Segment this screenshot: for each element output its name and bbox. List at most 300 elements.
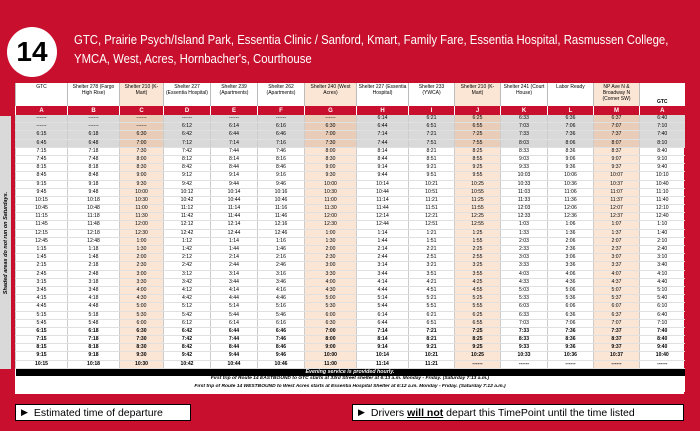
route-description: GTC, Prairie Psych/Island Park, Essentia Clinic / Sanford, Kmart, Family Fare, Essentia Hospital, Rasmussen College, YMCA, West, Acres, Hornbacher's, Courthouse — [74, 32, 669, 66]
time-cell: 9:25 — [455, 164, 501, 172]
time-cell: 6:55 — [455, 319, 501, 327]
time-cell: 8:18 — [68, 164, 120, 172]
time-cell: ------ — [640, 360, 685, 368]
time-cell: 6:55 — [455, 123, 501, 131]
time-cell: 10:30 — [120, 196, 164, 204]
table-row — [16, 352, 685, 360]
time-cell: 3:46 — [258, 278, 305, 286]
time-cell: 3:16 — [258, 270, 305, 278]
time-cell: 1:44 — [211, 246, 258, 254]
column-header: GTC — [16, 83, 68, 106]
time-cell: 2:51 — [409, 254, 455, 262]
time-cell: 9:48 — [68, 188, 120, 196]
saturday-note: Shaded areas do not run on Saturdays. — [2, 191, 9, 294]
time-cell: 9:45 — [16, 188, 68, 196]
table-row — [16, 327, 685, 335]
time-cell: 7:14 — [211, 139, 258, 147]
time-cell: 2:15 — [16, 262, 68, 270]
time-cell: 11:45 — [16, 221, 68, 229]
time-cell: 2:07 — [594, 237, 640, 245]
time-cell: 8:44 — [357, 155, 409, 163]
time-cell: 7:15 — [16, 336, 68, 344]
time-cell: 10:12 — [164, 188, 211, 196]
time-cell: 9:51 — [409, 172, 455, 180]
time-cell: 1:40 — [640, 229, 685, 237]
time-cell: 3:42 — [164, 278, 211, 286]
time-cell: 10:40 — [640, 352, 685, 360]
time-cell: 3:10 — [640, 254, 685, 262]
time-cell: 4:36 — [548, 278, 594, 286]
time-cell: 10:14 — [211, 188, 258, 196]
time-cell: 5:10 — [640, 286, 685, 294]
time-cell: 10:21 — [409, 352, 455, 360]
time-cell: ------ — [258, 115, 305, 123]
time-cell: 4:14 — [211, 286, 258, 294]
time-cell: 1:36 — [548, 229, 594, 237]
time-cell: 9:30 — [305, 172, 357, 180]
time-cell: 4:55 — [455, 286, 501, 294]
footnote: First trip of Route 14 EASTBOUND to GTC starts at 33rd Street shelter at 6:13 a.m. Monday - Friday. (Saturday 7:13 a.m.) — [16, 376, 685, 384]
time-cell: 9:44 — [357, 172, 409, 180]
time-cell: 7:21 — [409, 131, 455, 139]
time-cell: 6:51 — [409, 319, 455, 327]
time-cell: 1:48 — [68, 254, 120, 262]
time-cell: 4:12 — [164, 286, 211, 294]
time-cell: 12:36 — [548, 213, 594, 221]
time-cell: 12:44 — [211, 229, 258, 237]
time-cell: 1:44 — [357, 237, 409, 245]
time-cell: 7:42 — [164, 147, 211, 155]
time-cell: 8:03 — [501, 139, 548, 147]
time-cell: 10:21 — [409, 180, 455, 188]
time-cell: 4:30 — [120, 295, 164, 303]
table-row — [16, 172, 685, 180]
time-cell: 7:07 — [594, 319, 640, 327]
time-cell: 12:42 — [164, 229, 211, 237]
time-cell: 11:37 — [594, 196, 640, 204]
time-cell: 1:37 — [594, 229, 640, 237]
time-cell: 10:07 — [594, 172, 640, 180]
time-cell: 6:14 — [211, 123, 258, 131]
time-cell: 9:06 — [548, 155, 594, 163]
table-row — [16, 147, 685, 155]
time-cell: 12:45 — [16, 237, 68, 245]
time-cell: 9:30 — [120, 352, 164, 360]
time-cell: 3:07 — [594, 254, 640, 262]
time-cell: 1:46 — [258, 246, 305, 254]
time-cell: 12:30 — [120, 229, 164, 237]
time-cell: 8:36 — [548, 336, 594, 344]
time-cell: 2:40 — [640, 246, 685, 254]
time-cell: 9:14 — [211, 172, 258, 180]
time-cell: 9:07 — [594, 155, 640, 163]
time-cell: 10:42 — [164, 360, 211, 368]
time-cell: 6:37 — [594, 311, 640, 319]
time-cell: 2:18 — [68, 262, 120, 270]
time-cell: 5:15 — [16, 311, 68, 319]
time-cell: 8:44 — [211, 164, 258, 172]
time-cell: 11:14 — [357, 360, 409, 368]
time-cell: ------ — [68, 115, 120, 123]
time-cell: ------ — [68, 123, 120, 131]
time-cell: ------ — [164, 115, 211, 123]
time-cell: 7:16 — [258, 139, 305, 147]
timepoint-code: A — [640, 106, 685, 115]
time-cell: 4:07 — [594, 270, 640, 278]
time-cell: 11:30 — [120, 213, 164, 221]
time-cell: 7:40 — [640, 327, 685, 335]
time-cell: 11:14 — [211, 205, 258, 213]
time-cell: 6:00 — [305, 311, 357, 319]
time-cell: 7:48 — [68, 155, 120, 163]
time-cell: 9:46 — [258, 180, 305, 188]
time-cell: 11:00 — [305, 196, 357, 204]
time-cell: 10:16 — [258, 188, 305, 196]
time-cell: 11:42 — [164, 213, 211, 221]
time-cell: 8:30 — [120, 344, 164, 352]
time-cell: 10:37 — [594, 352, 640, 360]
time-cell: 12:18 — [68, 229, 120, 237]
time-cell: 2:00 — [305, 246, 357, 254]
time-cell: 2:42 — [164, 262, 211, 270]
table-row — [16, 254, 685, 262]
table-row — [16, 131, 685, 139]
time-cell: 5:51 — [409, 303, 455, 311]
time-cell: 7:25 — [455, 131, 501, 139]
column-header: Shelter 239 (Apartments) — [211, 83, 258, 106]
time-cell: 6:10 — [640, 303, 685, 311]
time-cell: 8:37 — [594, 336, 640, 344]
time-cell: 2:06 — [548, 237, 594, 245]
time-cell: 10:18 — [68, 196, 120, 204]
time-cell: 7:06 — [548, 123, 594, 131]
route-number: 14 — [16, 36, 48, 67]
time-cell: 4:00 — [120, 286, 164, 294]
time-cell: 2:10 — [640, 237, 685, 245]
time-cell: 2:25 — [455, 246, 501, 254]
time-cell: 4:03 — [501, 270, 548, 278]
time-cell: 5:45 — [16, 319, 68, 327]
time-cell: 8:30 — [120, 164, 164, 172]
table-row — [16, 262, 685, 270]
time-cell: 4:51 — [409, 286, 455, 294]
time-cell: 4:46 — [258, 295, 305, 303]
time-cell: 12:37 — [594, 213, 640, 221]
table-row — [16, 270, 685, 278]
time-cell: 10:44 — [357, 188, 409, 196]
time-cell: 9:36 — [548, 164, 594, 172]
time-cell: 4:18 — [68, 295, 120, 303]
time-cell: 11:55 — [455, 205, 501, 213]
time-cell: 7:00 — [305, 327, 357, 335]
footnote-row — [16, 376, 685, 384]
time-cell: 9:33 — [501, 164, 548, 172]
time-cell: 1:33 — [501, 229, 548, 237]
time-cell: 10:44 — [211, 196, 258, 204]
time-cell: 4:00 — [305, 278, 357, 286]
time-cell: 3:55 — [455, 270, 501, 278]
table-row — [16, 278, 685, 286]
time-cell: 6:15 — [16, 131, 68, 139]
time-cell: 8:00 — [305, 336, 357, 344]
time-cell: 3:21 — [409, 262, 455, 270]
time-cell: 10:00 — [305, 180, 357, 188]
time-cell: 7:25 — [455, 327, 501, 335]
time-cell: 5:40 — [640, 295, 685, 303]
time-cell: ------ — [16, 123, 68, 131]
time-cell: 1:30 — [305, 237, 357, 245]
time-cell: 11:40 — [640, 196, 685, 204]
time-cell: 4:48 — [68, 303, 120, 311]
time-cell: 8:00 — [305, 147, 357, 155]
time-cell: 11:00 — [120, 205, 164, 213]
column-header: Shelter 241 (Court House) — [501, 83, 548, 106]
time-cell: 8:06 — [548, 139, 594, 147]
time-cell: 8:40 — [640, 336, 685, 344]
time-cell: 12:46 — [258, 229, 305, 237]
time-cell: 10:55 — [455, 188, 501, 196]
time-cell: 8:15 — [16, 344, 68, 352]
column-header: Shelter 210 (K-Mart) — [455, 83, 501, 106]
time-cell: 6:46 — [258, 131, 305, 139]
play-triangle-icon: ▶ — [358, 407, 365, 417]
time-cell: 9:21 — [409, 164, 455, 172]
time-cell: 3:00 — [120, 270, 164, 278]
column-header: Shelter 227 (Essentia Hospital) — [357, 83, 409, 106]
time-cell: 5:36 — [548, 295, 594, 303]
time-cell: 12:16 — [258, 221, 305, 229]
time-cell: 9:14 — [357, 164, 409, 172]
time-cell: 10:36 — [548, 352, 594, 360]
time-cell: ------ — [455, 360, 501, 368]
table-row — [16, 336, 685, 344]
time-cell: 12:48 — [68, 237, 120, 245]
table-row — [16, 188, 685, 196]
time-cell: 7:18 — [68, 147, 120, 155]
time-cell: 12:21 — [409, 213, 455, 221]
time-cell: 2:00 — [120, 254, 164, 262]
time-cell: 6:30 — [120, 327, 164, 335]
time-cell: 8:42 — [164, 344, 211, 352]
time-cell: 1:25 — [455, 229, 501, 237]
time-cell: 6:00 — [120, 319, 164, 327]
time-cell: 7:03 — [501, 319, 548, 327]
time-cell: 4:06 — [548, 270, 594, 278]
time-cell: 9:37 — [594, 344, 640, 352]
time-cell: 7:14 — [357, 327, 409, 335]
time-cell: 9:14 — [357, 344, 409, 352]
time-cell: 5:46 — [258, 311, 305, 319]
time-cell: 2:21 — [409, 246, 455, 254]
time-cell: 6:18 — [68, 131, 120, 139]
time-cell: 3:15 — [16, 278, 68, 286]
time-cell: 1:12 — [164, 237, 211, 245]
time-cell: 2:30 — [305, 254, 357, 262]
time-cell: 7:33 — [501, 131, 548, 139]
time-cell: 6:06 — [548, 303, 594, 311]
time-cell: 11:46 — [258, 213, 305, 221]
table-row — [16, 213, 685, 221]
time-cell: 4:10 — [640, 270, 685, 278]
table-row — [16, 205, 685, 213]
time-cell: 3:18 — [68, 278, 120, 286]
time-cell: 5:07 — [594, 286, 640, 294]
time-cell: 7:33 — [501, 327, 548, 335]
evening-note: Evening service is provided hourly. — [16, 368, 685, 376]
time-cell: 12:03 — [501, 205, 548, 213]
timepoint-code: B — [68, 106, 120, 115]
time-cell: 12:30 — [305, 221, 357, 229]
time-cell: 12:12 — [164, 221, 211, 229]
time-cell: 3:48 — [68, 286, 120, 294]
time-cell: 1:14 — [211, 237, 258, 245]
time-cell: 6:33 — [501, 311, 548, 319]
time-cell: 9:30 — [120, 180, 164, 188]
time-cell: 9:40 — [640, 344, 685, 352]
time-cell: 8:16 — [258, 155, 305, 163]
time-cell: 6:14 — [357, 311, 409, 319]
table-row — [16, 155, 685, 163]
time-cell: 6:42 — [164, 327, 211, 335]
time-cell: 10:33 — [501, 180, 548, 188]
time-cell: 5:42 — [164, 311, 211, 319]
table-row — [16, 180, 685, 188]
time-cell: 9:42 — [164, 180, 211, 188]
time-cell: 11:51 — [409, 205, 455, 213]
time-cell: 7:37 — [594, 327, 640, 335]
time-cell: 12:14 — [211, 221, 258, 229]
time-cell: 11:18 — [68, 213, 120, 221]
time-cell: 3:25 — [455, 262, 501, 270]
time-cell: 3:44 — [211, 278, 258, 286]
time-cell: 5:18 — [68, 311, 120, 319]
time-cell: 12:40 — [640, 213, 685, 221]
time-cell: 7:10 — [640, 319, 685, 327]
time-cell: 8:25 — [455, 336, 501, 344]
time-cell: 5:14 — [357, 295, 409, 303]
time-cell: 7:10 — [640, 123, 685, 131]
time-cell: 9:37 — [594, 164, 640, 172]
time-cell: 11:44 — [211, 213, 258, 221]
time-cell: 11:12 — [164, 205, 211, 213]
time-cell: 4:15 — [16, 295, 68, 303]
time-cell: 9:03 — [501, 155, 548, 163]
time-cell: 3:14 — [357, 262, 409, 270]
time-cell: 10:00 — [305, 352, 357, 360]
time-cell: 12:00 — [120, 221, 164, 229]
time-cell: 1:14 — [357, 229, 409, 237]
timepoint-code: L — [548, 106, 594, 115]
time-cell: 8:33 — [501, 147, 548, 155]
time-cell: 8:10 — [640, 139, 685, 147]
column-header: Shelter 278 (Fargo High Rise) — [68, 83, 120, 106]
column-header: Shelter 240 (West Acres) — [305, 83, 357, 106]
timepoint-code: F — [258, 106, 305, 115]
time-cell: 4:14 — [357, 278, 409, 286]
time-cell: 9:16 — [258, 172, 305, 180]
route-number-badge — [7, 27, 57, 77]
time-cell: 2:03 — [501, 237, 548, 245]
time-cell: 12:33 — [501, 213, 548, 221]
footnote-row — [16, 384, 685, 392]
time-cell: 10:42 — [164, 196, 211, 204]
time-cell: 11:10 — [640, 188, 685, 196]
time-cell: 7:51 — [409, 139, 455, 147]
legend-timepoint — [352, 404, 684, 421]
time-cell: 12:00 — [305, 213, 357, 221]
play-triangle-icon: ▶ — [21, 407, 28, 417]
time-cell: 1:21 — [409, 229, 455, 237]
time-cell: 10:48 — [68, 205, 120, 213]
time-cell: 7:06 — [548, 319, 594, 327]
time-cell: 4:21 — [409, 278, 455, 286]
time-cell: ------ — [16, 115, 68, 123]
time-cell: 10:44 — [211, 360, 258, 368]
time-cell: 7:44 — [211, 336, 258, 344]
time-cell: 7:46 — [258, 336, 305, 344]
time-cell: 10:14 — [357, 352, 409, 360]
time-cell: 9:15 — [16, 180, 68, 188]
time-cell: 11:14 — [357, 196, 409, 204]
time-cell: 12:14 — [357, 213, 409, 221]
time-cell: 7:07 — [594, 123, 640, 131]
time-cell: 6:44 — [211, 327, 258, 335]
table-row — [16, 196, 685, 204]
time-cell: 7:44 — [357, 139, 409, 147]
evening-note-row — [16, 368, 685, 376]
time-cell: 6:25 — [455, 115, 501, 123]
time-cell: 11:00 — [305, 360, 357, 368]
time-cell: 1:03 — [501, 221, 548, 229]
time-cell: 10:30 — [120, 360, 164, 368]
time-cell: 6:40 — [640, 311, 685, 319]
timepoint-code: H — [357, 106, 409, 115]
time-cell: 7:18 — [68, 336, 120, 344]
time-cell: 6:12 — [164, 123, 211, 131]
table-row — [16, 123, 685, 131]
time-cell: 6:44 — [357, 319, 409, 327]
table-row — [16, 344, 685, 352]
time-cell: 11:30 — [305, 205, 357, 213]
time-cell: 12:51 — [409, 221, 455, 229]
time-cell: 9:21 — [409, 344, 455, 352]
time-cell: 4:40 — [640, 278, 685, 286]
time-cell: 9:18 — [68, 180, 120, 188]
time-cell: 7:12 — [164, 139, 211, 147]
time-cell: 8:14 — [357, 147, 409, 155]
time-cell: 3:36 — [548, 262, 594, 270]
time-cell: 12:10 — [640, 205, 685, 213]
time-cell: 7:44 — [211, 147, 258, 155]
time-cell: 9:10 — [640, 155, 685, 163]
time-cell: 11:15 — [16, 213, 68, 221]
time-cell: 5:44 — [357, 303, 409, 311]
time-cell: 2:46 — [258, 262, 305, 270]
time-cell: 1:06 — [548, 221, 594, 229]
time-cell: 5:55 — [455, 303, 501, 311]
time-cell: 8:12 — [164, 155, 211, 163]
time-cell: 8:07 — [594, 139, 640, 147]
time-cell: 8:36 — [548, 147, 594, 155]
time-cell: 3:37 — [594, 262, 640, 270]
time-cell: ------ — [305, 115, 357, 123]
time-cell: 9:00 — [305, 344, 357, 352]
column-header: Shelter 262 (Apartments) — [258, 83, 305, 106]
time-cell: 11:16 — [258, 205, 305, 213]
time-cell: 9:12 — [164, 172, 211, 180]
table-row — [16, 295, 685, 303]
time-cell: 5:21 — [409, 295, 455, 303]
